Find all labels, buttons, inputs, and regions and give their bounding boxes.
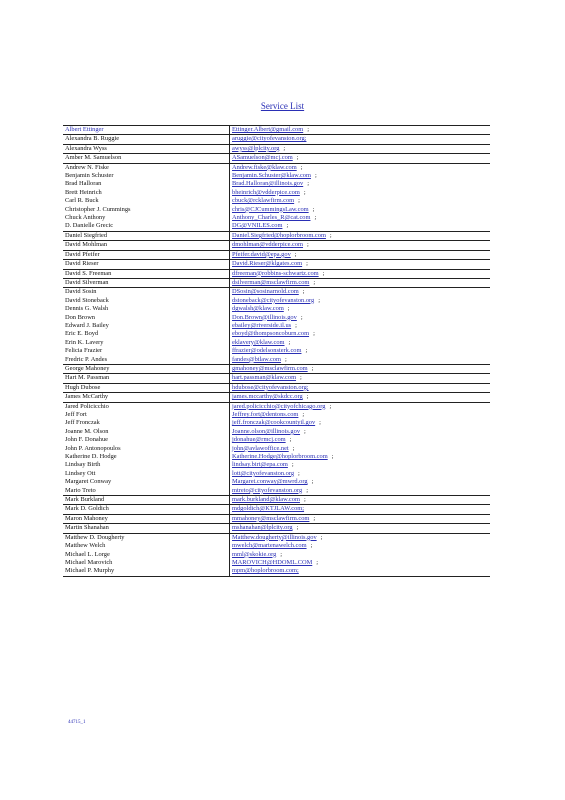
- email-link[interactable]: ebailey@riverside.il.us: [232, 321, 292, 329]
- recipient-name: John F. Donahue: [63, 436, 230, 444]
- email-separator: ;: [310, 542, 313, 550]
- recipient-name: Dennis G. Walsh: [63, 305, 230, 313]
- email-link[interactable]: mmahoney@msclawfirm.com: [232, 514, 310, 522]
- table-row: [63, 330, 490, 338]
- recipient-name: Hart M. Passman: [63, 374, 230, 383]
- email-separator: ;: [311, 478, 314, 486]
- recipient-name: David Pfeifer: [63, 250, 230, 259]
- recipient-email-cell: [230, 374, 491, 383]
- recipient-email-cell: [230, 542, 491, 550]
- recipient-name: Martin Shanahan: [63, 524, 230, 533]
- email-separator: ;: [300, 374, 302, 382]
- recipient-name: Benjamin Schuster: [63, 172, 230, 180]
- email-link[interactable]: Don.Brown@illinois.gov: [232, 313, 297, 321]
- email-link[interactable]: Pfeifer.david@epa.gov: [232, 250, 291, 258]
- recipient-email-cell: [230, 154, 491, 163]
- table-row: [63, 559, 490, 567]
- recipient-email-cell: [230, 172, 491, 180]
- table-row: [63, 542, 490, 550]
- recipient-name: Don Brown: [63, 314, 230, 322]
- email-link[interactable]: Anthony_Charles_R@cat.com: [232, 214, 311, 222]
- recipient-name: Lindsay Birth: [63, 461, 230, 469]
- recipient-email-cell: [230, 402, 491, 411]
- email-separator: ;: [295, 321, 297, 329]
- email-link[interactable]: Jeffrey.fort@dentons.com: [232, 411, 299, 418]
- recipient-email-cell: [230, 330, 491, 338]
- email-link[interactable]: mml@skokie.org: [232, 550, 277, 558]
- email-link[interactable]: eboyd@thompsoncoburn.com: [232, 330, 310, 338]
- email-link[interactable]: eklavery@klaw.com: [232, 338, 285, 346]
- email-link[interactable]: Margaret.conway@mwrd.org: [232, 478, 308, 486]
- table-row: [63, 214, 490, 222]
- recipient-name: Joanne M. Olson: [63, 428, 230, 436]
- recipient-email-cell: [230, 135, 491, 144]
- table-row: [63, 222, 490, 231]
- recipient-email-cell: [230, 411, 491, 419]
- table-row: [63, 347, 490, 355]
- email-separator: ;: [307, 241, 309, 249]
- recipient-email-cell: [230, 347, 491, 355]
- recipient-email-cell: [230, 419, 491, 427]
- email-link[interactable]: dfreeman@robbins-schwartz.com: [232, 269, 319, 277]
- email-link[interactable]: dmohlman@vdderpice.com: [232, 241, 304, 249]
- table-row: [63, 411, 490, 419]
- table-row: [63, 453, 490, 461]
- recipient-email-cell: [230, 250, 491, 259]
- email-separator: ;: [283, 144, 286, 152]
- recipient-email-cell: [230, 505, 491, 514]
- recipient-name: Jared Policicchio: [63, 402, 230, 411]
- table-row: [63, 374, 490, 383]
- table-row: [63, 297, 490, 305]
- recipient-email-cell: [230, 453, 491, 461]
- recipient-email-cell: [230, 322, 491, 330]
- email-link[interactable]: gmahoney@msclawfirm.com: [232, 364, 308, 372]
- email-separator: ;: [314, 172, 317, 180]
- email-separator: ;: [288, 338, 291, 346]
- recipient-name: Maron Mahoney: [63, 514, 230, 523]
- recipient-name: David Stoneback: [63, 297, 230, 305]
- recipient-name: Andrew N. Fiske: [63, 163, 230, 172]
- table-row: [63, 135, 490, 144]
- recipient-email-cell: [230, 393, 491, 402]
- recipient-name: Felicia Frazier: [63, 347, 230, 355]
- table-row: [63, 393, 490, 402]
- recipient-name: Mario Treto: [63, 487, 230, 496]
- recipient-name: James McCarthy: [63, 393, 230, 402]
- recipient-name: Fredric P. Andes: [63, 356, 230, 365]
- table-row: [63, 144, 490, 153]
- email-separator: ;: [300, 313, 303, 321]
- table-row: [63, 364, 490, 373]
- email-link[interactable]: mpm@hoplorbroom.com;: [232, 567, 299, 575]
- recipient-email-cell: [230, 567, 491, 576]
- recipient-email-cell: [230, 214, 491, 222]
- email-link[interactable]: james.mccarthy@skdcc.org: [232, 393, 303, 401]
- recipient-email-cell: [230, 260, 491, 269]
- email-separator: ;: [312, 205, 315, 213]
- email-separator: ;: [316, 558, 319, 566]
- email-link[interactable]: MAROVICH@HDOML.COM: [232, 558, 313, 566]
- table-row: [63, 445, 490, 453]
- recipient-name: Brad Halloran: [63, 180, 230, 188]
- table-row: [63, 260, 490, 269]
- email-link[interactable]: Brad.Halloran@illinois.gov: [232, 180, 304, 188]
- email-link[interactable]: mwelch@martenawelch.com: [232, 542, 307, 550]
- table-row: [63, 163, 490, 172]
- recipient-name: Michael Marovich: [63, 559, 230, 567]
- email-separator: ;: [320, 533, 323, 541]
- recipient-name: Michael P. Murphy: [63, 567, 230, 576]
- recipient-name: Hugh Dubose: [63, 383, 230, 392]
- email-separator: ;: [319, 419, 321, 427]
- recipient-name: John P. Antonopoulos: [63, 445, 230, 453]
- email-separator: ;: [307, 126, 309, 133]
- recipient-name: Margaret Conway: [63, 478, 230, 486]
- email-separator: ;: [318, 296, 321, 304]
- recipient-email-cell: [230, 428, 491, 436]
- email-separator: ;: [292, 444, 295, 452]
- recipient-email-cell: [230, 231, 491, 240]
- recipient-name: Mark Burkland: [63, 496, 230, 505]
- email-separator: ;: [306, 260, 308, 268]
- recipient-email-cell: [230, 533, 491, 542]
- email-link[interactable]: ASamuelson@mcj.com: [232, 154, 293, 162]
- email-link[interactable]: fandes@btlaw.com: [232, 355, 281, 363]
- email-separator: ;: [286, 222, 289, 230]
- email-separator: ;: [302, 288, 305, 296]
- recipient-email-cell: [230, 514, 491, 523]
- email-separator: ;: [300, 163, 303, 171]
- recipient-email-cell: [230, 189, 491, 197]
- table-row: [63, 206, 490, 214]
- table-row: [63, 339, 490, 347]
- email-link[interactable]: DG@VNILES.com: [232, 222, 283, 230]
- recipient-name: D. Danielle Grecic: [63, 222, 230, 231]
- recipient-name: David Mohlman: [63, 241, 230, 250]
- recipient-email-cell: [230, 288, 491, 297]
- recipient-name: Amber M. Samuelson: [63, 154, 230, 163]
- email-link[interactable]: mshanahan@lplcity.org: [232, 524, 293, 532]
- email-separator: ;: [296, 154, 299, 162]
- recipient-email-cell: [230, 436, 491, 444]
- recipient-email-cell: [230, 305, 491, 313]
- recipient-name: Alexandra B. Ruggie: [63, 135, 230, 144]
- recipient-name: Michael L. Lorge: [63, 551, 230, 559]
- email-separator: ;: [313, 514, 316, 522]
- email-separator: ;: [331, 453, 334, 461]
- recipient-name: David Rieser: [63, 260, 230, 269]
- table-row: [63, 356, 490, 365]
- recipient-name: Daniel Siegfried: [63, 231, 230, 240]
- email-separator: ;: [280, 550, 283, 558]
- email-separator: ;: [322, 269, 325, 277]
- table-row: [63, 278, 490, 287]
- email-separator: ;: [303, 188, 306, 196]
- email-link[interactable]: dsilverman@msclawfirm.com: [232, 278, 310, 286]
- recipient-name: Mark D. Goldich: [63, 505, 230, 514]
- document-id-footer: 44715_1: [68, 720, 86, 725]
- recipient-email-cell: [230, 144, 491, 153]
- recipient-email-cell: [230, 445, 491, 453]
- recipient-name: Albert Ettinger: [63, 126, 230, 135]
- recipient-name: David Sosin: [63, 288, 230, 297]
- table-row: [63, 487, 490, 496]
- recipient-name: Edward J. Bailey: [63, 322, 230, 330]
- recipient-name: Chuck Anthony: [63, 214, 230, 222]
- recipient-email-cell: [230, 496, 491, 505]
- email-separator: ;: [313, 278, 316, 286]
- recipient-email-cell: [230, 551, 491, 559]
- email-separator: ;: [284, 355, 287, 363]
- recipient-email-cell: [230, 222, 491, 231]
- recipient-name: Eric E. Boyd: [63, 330, 230, 338]
- recipient-name: Matthew Welch: [63, 542, 230, 550]
- email-separator: ;: [291, 461, 294, 469]
- recipient-name: Matthew D. Dougherty: [63, 533, 230, 542]
- recipient-email-cell: [230, 339, 491, 347]
- email-link[interactable]: hart.passman@klaw.com: [232, 374, 297, 382]
- email-link[interactable]: dstoneback@cityofevanston.org: [232, 296, 315, 304]
- email-link[interactable]: lindsay.birt@epa.com: [232, 461, 288, 469]
- email-separator: ;: [303, 496, 306, 504]
- table-row: [63, 524, 490, 533]
- table-row: [63, 154, 490, 163]
- table-row: [63, 533, 490, 542]
- email-link[interactable]: john@avlawoffice.net: [232, 444, 289, 452]
- email-link[interactable]: hdubose@cityofevanston.org;: [232, 383, 309, 391]
- email-separator: ;: [289, 436, 292, 444]
- email-link[interactable]: Daniel.Siegfried@hoplorbroom.com: [232, 231, 326, 239]
- table-row: [63, 496, 490, 505]
- email-link[interactable]: David.Rieser@klgates.com: [232, 260, 303, 268]
- table-row: [63, 383, 490, 392]
- email-separator: ;: [306, 393, 309, 401]
- email-separator: ;: [307, 180, 309, 188]
- table-row: [63, 461, 490, 469]
- recipient-email-cell: [230, 163, 491, 172]
- table-row: [63, 189, 490, 197]
- recipient-email-cell: [230, 180, 491, 188]
- recipient-email-cell: [230, 524, 491, 533]
- recipient-email-cell: [230, 383, 491, 392]
- email-separator: ;: [296, 524, 299, 532]
- email-separator: ;: [329, 231, 332, 239]
- recipient-name: David S. Freeman: [63, 269, 230, 278]
- table-row: [63, 197, 490, 205]
- email-link[interactable]: jeff.fronczak@cookcountyil.gov: [232, 419, 316, 427]
- table-row: [63, 126, 490, 135]
- email-separator: ;: [311, 364, 314, 372]
- table-row: [63, 478, 490, 486]
- email-link[interactable]: lott@cityofevanston.org: [232, 469, 295, 477]
- recipient-email-cell: [230, 206, 491, 214]
- recipient-email-cell: [230, 197, 491, 205]
- table-row: [63, 567, 490, 576]
- email-link[interactable]: jared.policicchio@cityofchicago.org: [232, 402, 326, 410]
- recipient-email-cell: [230, 356, 491, 365]
- recipient-email-cell: [230, 364, 491, 373]
- recipient-name: David Silverman: [63, 278, 230, 287]
- email-link[interactable]: ffrazier@odelsonsterk.com: [232, 347, 302, 355]
- service-list-table: [63, 125, 490, 577]
- email-link[interactable]: Joanne.olson@illinois.gov: [232, 427, 301, 435]
- email-link[interactable]: DSosin@sosinarnold.com: [232, 288, 299, 296]
- recipient-email-cell: [230, 297, 491, 305]
- recipient-name: George Mahoney: [63, 364, 230, 373]
- recipient-name: Jeff Fort: [63, 411, 230, 419]
- table-row: [63, 241, 490, 250]
- email-separator: ;: [287, 305, 290, 313]
- email-link[interactable]: awyss@lplcity.org: [232, 144, 280, 152]
- email-link[interactable]: jdonahue@rmcj.com: [232, 436, 286, 444]
- email-link[interactable]: cbuck@rcklawfirm.com: [232, 197, 295, 205]
- recipient-name: Erin K. Lavery: [63, 339, 230, 347]
- table-row: [63, 172, 490, 180]
- table-row: [63, 231, 490, 240]
- email-link[interactable]: mark.burkland@klaw.com: [232, 496, 300, 504]
- recipient-email-cell: [230, 269, 491, 278]
- recipient-email-cell: [230, 278, 491, 287]
- recipient-name: Christopher J. Cummings: [63, 206, 230, 214]
- recipient-email-cell: [230, 241, 491, 250]
- table-row: [63, 551, 490, 559]
- email-separator: ;: [298, 469, 300, 477]
- recipient-name: Alexandra Wyss: [63, 144, 230, 153]
- email-link[interactable]: aruggie@cityofevanston.org;: [232, 135, 307, 143]
- recipient-email-cell: [230, 487, 491, 496]
- recipient-email-cell: [230, 461, 491, 469]
- recipient-name: Jeff Fronczak: [63, 419, 230, 427]
- table-row: [63, 470, 490, 478]
- email-link[interactable]: Benjamin.Schuster@klaw.com: [232, 172, 311, 180]
- email-link[interactable]: mtreto@cityofevanston.org: [232, 486, 303, 494]
- email-link[interactable]: dgwalsh@klaw.com: [232, 305, 284, 313]
- email-separator: ;: [314, 214, 317, 222]
- recipient-email-cell: [230, 314, 491, 322]
- table-row: [63, 436, 490, 444]
- recipient-name: Lindsey Ott: [63, 470, 230, 478]
- email-separator: ;: [304, 427, 306, 435]
- email-separator: ;: [294, 250, 297, 258]
- email-separator: ;: [305, 347, 308, 355]
- email-link[interactable]: mdgoldich@KTJLAW.com;: [232, 505, 305, 513]
- email-link[interactable]: Matthew.dougherty@illinois.gov: [232, 533, 317, 541]
- table-row: [63, 505, 490, 514]
- table-row: [63, 314, 490, 322]
- recipient-name: Brett Heinrich: [63, 189, 230, 197]
- table-row: [63, 305, 490, 313]
- email-link[interactable]: bheinrich@vdderpice.com: [232, 188, 300, 196]
- email-link[interactable]: Katherine.Hodge@hoplorbroom.com: [232, 453, 328, 461]
- email-link[interactable]: Ettinger.Albert@gmail.com: [232, 126, 304, 133]
- table-row: [63, 402, 490, 411]
- table-row: [63, 322, 490, 330]
- email-separator: ;: [298, 197, 300, 205]
- email-separator: ;: [302, 411, 305, 418]
- recipient-email-cell: [230, 470, 491, 478]
- table-row: [63, 180, 490, 188]
- recipient-name: Katherine D. Hodge: [63, 453, 230, 461]
- table-row: [63, 514, 490, 523]
- email-link[interactable]: chris@CJCummingsLaw.com: [232, 205, 309, 213]
- recipient-name: Carl R. Buck: [63, 197, 230, 205]
- email-separator: ;: [313, 330, 315, 338]
- email-separator: ;: [306, 486, 308, 494]
- recipient-email-cell: [230, 559, 491, 567]
- table-row: [63, 419, 490, 427]
- table-row: [63, 250, 490, 259]
- email-separator: ;: [329, 402, 332, 410]
- table-row: [63, 428, 490, 436]
- recipient-email-cell: [230, 126, 491, 135]
- recipient-email-cell: [230, 478, 491, 486]
- page-title: Service List: [260, 101, 305, 111]
- email-link[interactable]: Andrew.fiske@klaw.com: [232, 163, 297, 171]
- table-row: [63, 269, 490, 278]
- table-row: [63, 288, 490, 297]
